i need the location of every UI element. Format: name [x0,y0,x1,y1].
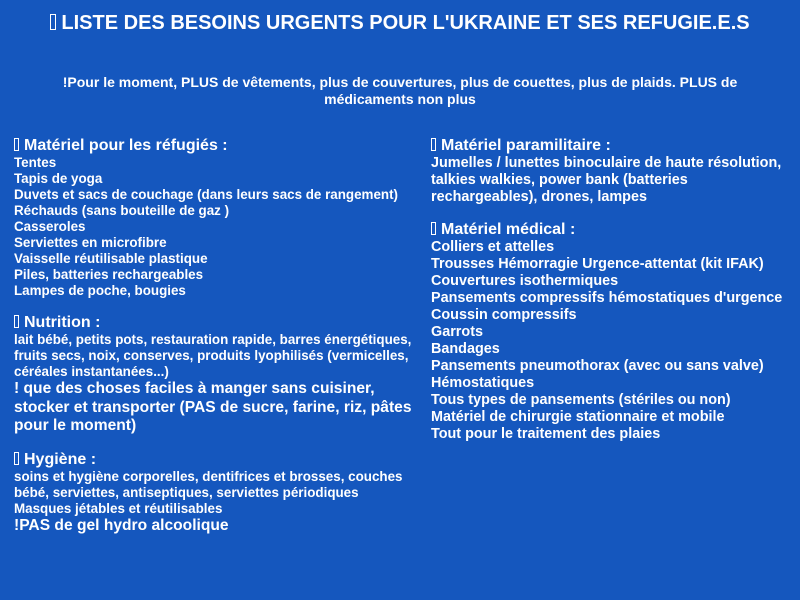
list-item: Serviettes en microfibre [14,235,167,250]
medical-icon [431,222,436,235]
paramilitaire-text: Jumelles / lunettes binoculaire de haute résolution, talkies walkies, power bank (batteries rechargeables), drones, lampes [431,155,782,205]
section-materiel-medical [431,220,791,443]
list-item: Tous types de pansements (stériles ou non) [431,392,731,408]
section-materiel-refugies [14,136,414,299]
list-item: Lampes de poche, bougies [14,283,186,298]
list-item: Casseroles [14,219,86,234]
section-heading: Matériel paramilitaire : [431,136,791,155]
list-item: Tout pour le traitement des plaies [431,426,661,442]
list-item: Colliers et attelles [431,239,555,255]
list-item: Couvertures isothermiques [431,273,619,289]
list-item: Hémostatiques [431,375,535,391]
list-item: Tapis de yoga [14,171,103,186]
list-item: Masques jétables et réutilisables [14,500,223,516]
page-title-text: LISTE DES BESOINS URGENTS POUR L'UKRAINE ET SES REFUGIE.E.S [61,12,750,34]
left-column [14,136,414,549]
list-item: Piles, batteries rechargeables [14,267,204,282]
nutrition-note: ! que des choses faciles à manger sans cuisiner, stocker et transporter (PAS de sucre, farine, riz, pâtes pour le moment) [14,380,412,434]
section-heading: Hygiène : [14,450,414,469]
section-nutrition [14,313,414,436]
nutrition-text: lait bébé, petits pots, restauration rapide, barres énergétiques, fruits secs, noix, conserves, produits lyophilisés (vermicelles, céréales instantanées...) [14,332,412,379]
section-heading: Matériel médical : [431,220,791,239]
list-item: Trousses Hémorragie Urgence-attentat (kit IFAK) [431,256,764,272]
tent-icon [14,138,19,151]
flag-icon [50,14,56,30]
list-item: Pansements pneumothorax (avec ou sans valve) [431,358,764,374]
list-item: Matériel de chirurgie stationnaire et mobile [431,409,725,425]
soap-icon [14,452,19,465]
list-item: Tentes [14,155,57,170]
right-column [431,136,791,457]
page-title [40,10,760,36]
list-item: Pansements compressifs hémostatiques d'urgence [431,290,783,306]
section-heading: Nutrition : [14,313,414,332]
section-materiel-paramilitaire [431,136,791,206]
list-item: Bandages [431,341,500,357]
binoculars-icon [431,138,436,151]
list-item: Vaisselle réutilisable plastique [14,251,208,266]
food-icon [14,315,19,328]
list-item: Garrots [431,324,483,340]
hygiene-text: soins et hygiène corporelles, dentifrices et brosses, couches bébé, serviettes, antiseptiques, serviettes périodiques [14,468,403,500]
section-heading: Matériel pour les réfugiés : [14,136,414,155]
section-hygiene [14,450,414,536]
hygiene-note: !PAS de gel hydro alcoolique [14,516,229,534]
list-item: Réchauds (sans bouteille de gaz ) [14,203,230,218]
page-subtitle: !Pour le moment, PLUS de vêtements, plus de couvertures, plus de couettes, plus de plaids. PLUS de médicaments non plus [62,74,738,107]
list-item: Duvets et sacs de couchage (dans leurs sacs de rangement) [14,187,399,202]
list-item: Coussin compressifs [431,307,577,323]
